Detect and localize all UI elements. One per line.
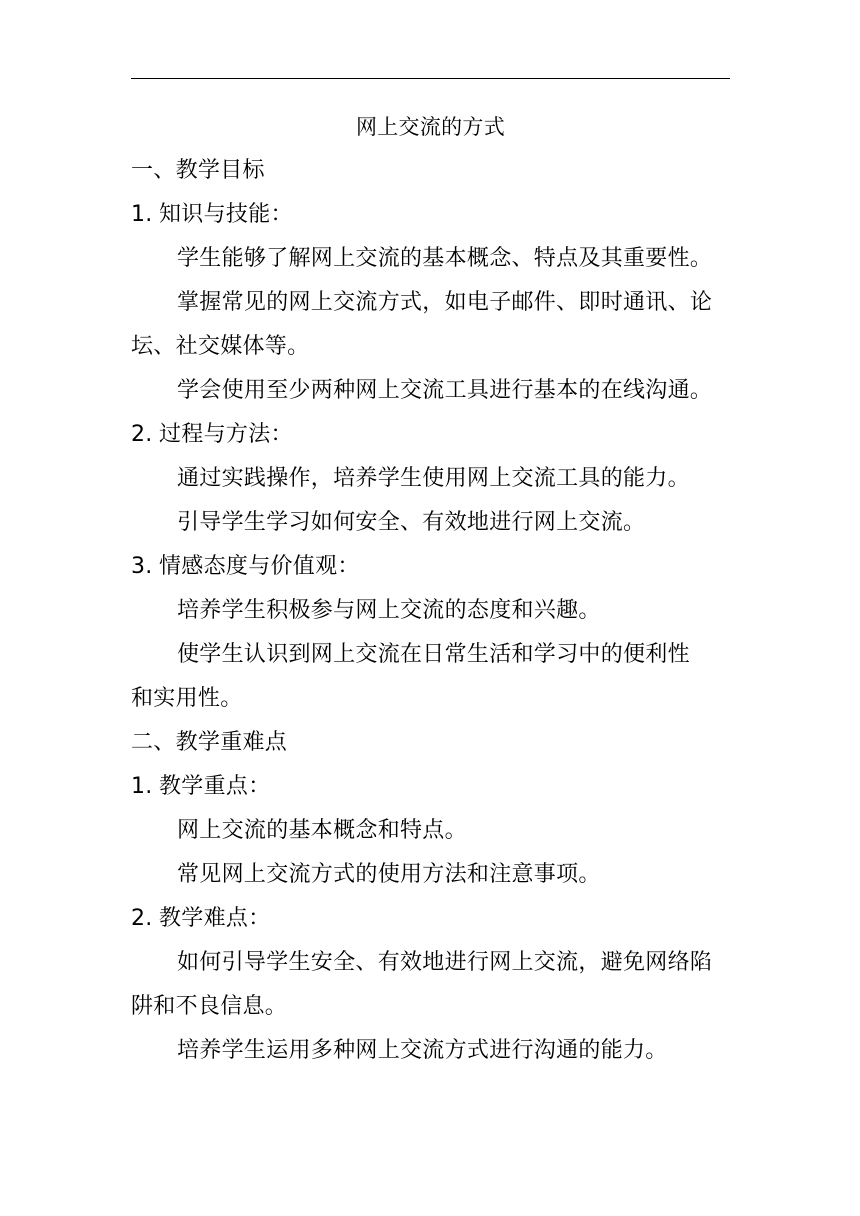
subsection-number: 1.	[131, 774, 153, 799]
subsection-heading	[131, 897, 730, 941]
section-heading: 二、教学重难点	[131, 730, 288, 755]
paragraph-line-continued: 坛、社交媒体等。	[131, 334, 310, 359]
document-content	[131, 105, 730, 1073]
paragraph-line: 学会使用至少两种网上交流工具进行基本的在线沟通。	[177, 378, 713, 403]
subsection-number: 3.	[131, 554, 153, 579]
paragraph-line: 培养学生积极参与网上交流的态度和兴趣。	[177, 598, 601, 623]
paragraph-line: 掌握常见的网上交流方式，如电子邮件、即时通讯、论	[177, 290, 713, 315]
subsection-heading	[131, 413, 730, 457]
subsection-label: 过程与方法：	[159, 422, 293, 447]
header-rule	[131, 78, 730, 79]
paragraph-line: 培养学生运用多种网上交流方式进行沟通的能力。	[177, 1038, 668, 1063]
paragraph-line: 通过实践操作，培养学生使用网上交流工具的能力。	[177, 466, 690, 491]
subsection-number: 2.	[131, 906, 153, 931]
subsection-label: 教学重点：	[159, 774, 271, 799]
subsection-label: 情感态度与价值观：	[159, 554, 360, 579]
subsection-heading	[131, 545, 730, 589]
paragraph-line-continued: 阱和不良信息。	[131, 994, 288, 1019]
subsection-number: 1.	[131, 202, 153, 227]
paragraph-line: 常见网上交流方式的使用方法和注意事项。	[177, 862, 601, 887]
paragraph-line: 使学生认识到网上交流在日常生活和学习中的便利性	[177, 642, 690, 667]
paragraph-line: 引导学生学习如何安全、有效地进行网上交流。	[177, 510, 646, 535]
subsection-heading	[131, 193, 730, 237]
paragraph-line-continued: 和实用性。	[131, 686, 243, 711]
paragraph-line: 学生能够了解网上交流的基本概念、特点及其重要性。	[177, 246, 713, 271]
section-heading: 一、教学目标	[131, 158, 265, 183]
document-title: 网上交流的方式	[355, 115, 506, 139]
subsection-label: 知识与技能：	[159, 202, 293, 227]
subsection-heading	[131, 765, 730, 809]
subsection-label: 教学难点：	[159, 906, 271, 931]
subsection-number: 2.	[131, 422, 153, 447]
paragraph-line: 网上交流的基本概念和特点。	[177, 818, 467, 843]
paragraph-line: 如何引导学生安全、有效地进行网上交流，避免网络陷	[177, 950, 713, 975]
